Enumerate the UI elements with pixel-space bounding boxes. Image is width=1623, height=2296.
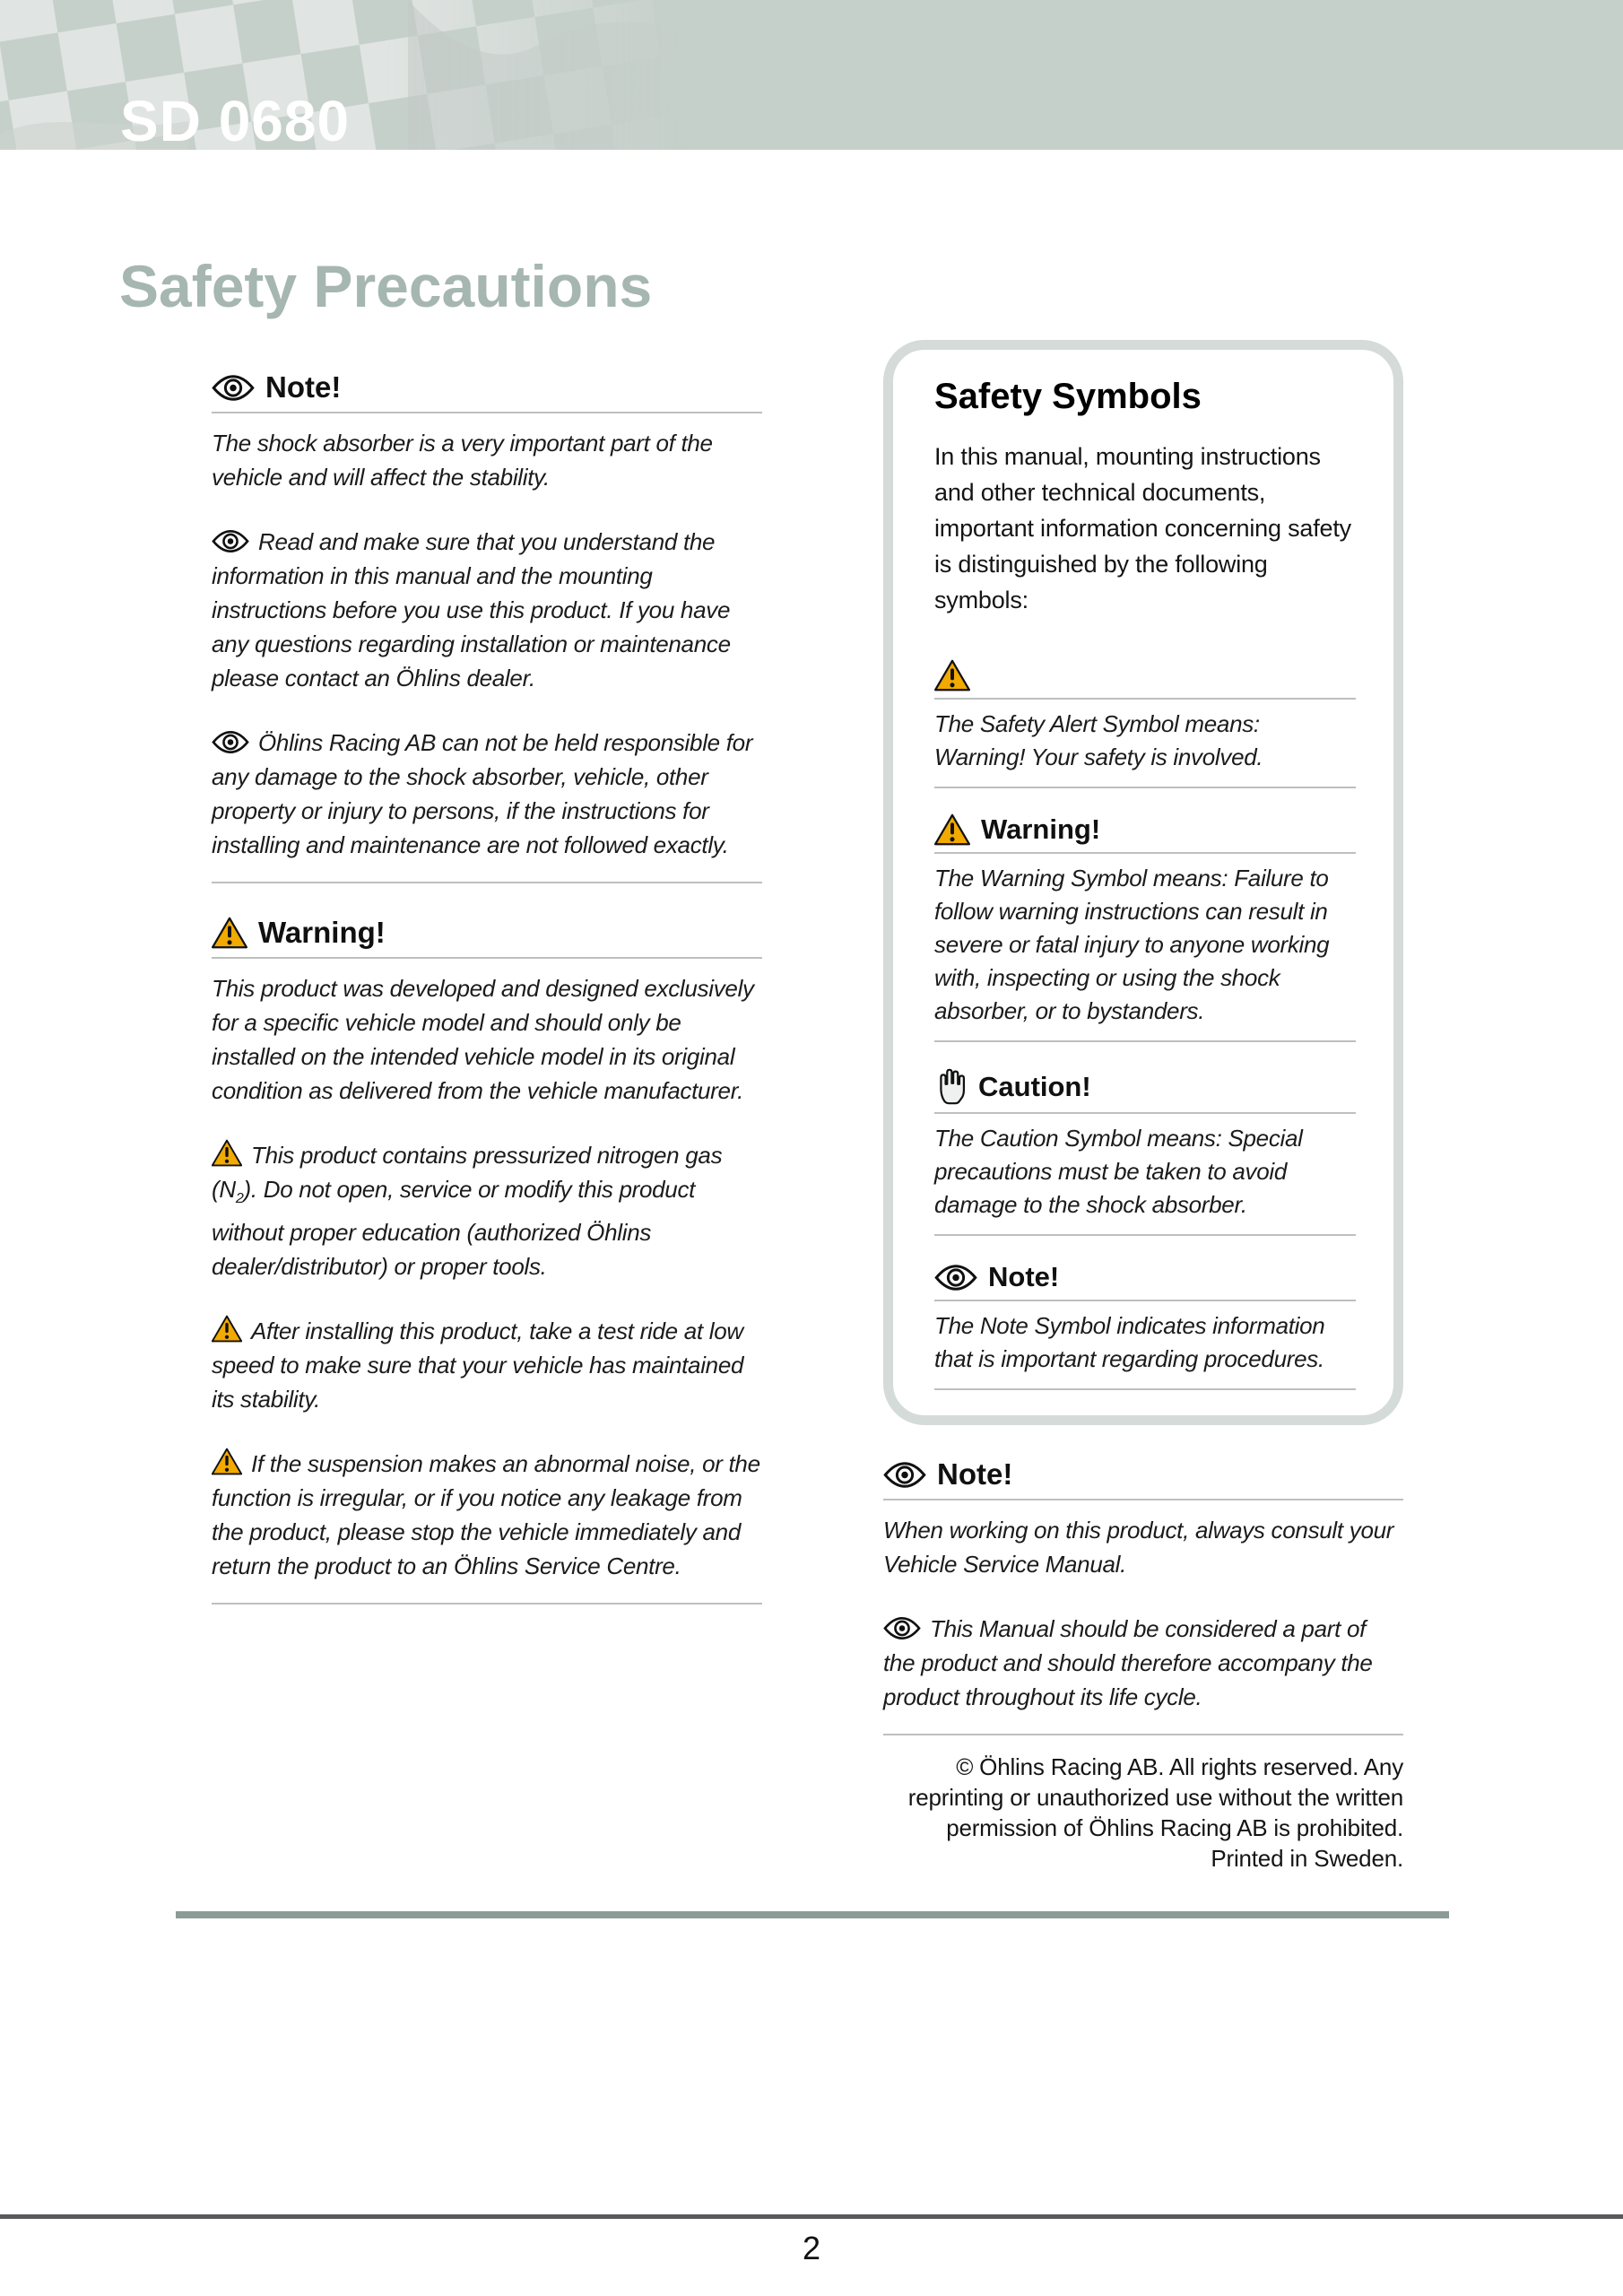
eye-icon: [212, 529, 249, 553]
warning-triangle-icon: [212, 917, 247, 949]
paragraph: [212, 426, 762, 494]
bottom-note-header: [883, 1457, 1403, 1500]
safety-symbols-intro: In this manual, mounting instructions and other technical documents, important information concerning safety is distinguished by the following symbols:: [934, 443, 1351, 613]
paragraph-text: When working on this product, always consult your Vehicle Service Manual.: [883, 1517, 1394, 1578]
warning-symbol-description: The Warning Symbol means: Failure to follow warning instructions can result in severe or fatal injury to anyone working with, inspecting or using the shock absorber, or to bystanders.: [934, 854, 1356, 1042]
note-section: [212, 370, 762, 883]
paragraph-text: This product was developed and designed exclusively for a specific vehicle model and should only be installed on the intended vehicle model in its original condition as delivered from the vehicle manufacturer.: [212, 975, 754, 1104]
paragraph-text: This Manual should be considered a part of the product and should therefore accompany the product throughout its life cycle.: [883, 1615, 1373, 1710]
warning-header-label: Warning!: [258, 916, 386, 949]
paragraph-text: The shock absorber is a very important part of the vehicle and will affect the stability.: [212, 430, 713, 491]
bottom-note-label: Note!: [937, 1457, 1013, 1491]
copyright-line: © Öhlins Racing AB. All rights reserved. Any: [956, 1753, 1403, 1780]
paragraph-text: Öhlins Racing AB can not be held responsible for any damage to the shock absorber, vehicle, other property or injury to persons, if the instructions for installing and maintenance are not followed exactly.: [212, 729, 753, 858]
paragraph: [883, 1513, 1403, 1581]
paragraph: [212, 726, 762, 862]
caution-symbol-description: The Caution Symbol means: Special precautions must be taken to avoid damage to the shock absorber.: [934, 1114, 1356, 1236]
copyright-line: permission of Öhlins Racing AB is prohibited.: [946, 1814, 1403, 1841]
warning-symbol-block: [934, 813, 1356, 1042]
content-columns: [212, 370, 1623, 1874]
safety-symbols-box: [883, 340, 1403, 1425]
bottom-note-section: [883, 1457, 1403, 1735]
hand-icon: [934, 1067, 968, 1106]
safety-symbols-title: Safety Symbols: [934, 377, 1202, 416]
safety-alert-header: [934, 659, 1356, 700]
warning-triangle-icon: [934, 813, 970, 846]
paragraph: [212, 525, 762, 695]
paragraph-text: If the suspension makes an abnormal noise, or the function is irregular, or if you notice any leakage from the product, please stop the vehicle immediately and return the product to an Öhlins Service Centre.: [212, 1450, 760, 1580]
doc-code: SD 0680: [120, 89, 351, 150]
header-banner: [0, 0, 1623, 150]
subscript: 2: [235, 1190, 244, 1207]
eye-icon: [212, 730, 249, 754]
paragraph: [212, 1138, 762, 1283]
warning-triangle-icon: [212, 1448, 242, 1475]
paragraph: [212, 1314, 762, 1416]
section-divider: [176, 1911, 1449, 1918]
note-section-header: [212, 370, 762, 413]
note-symbol-label: Note!: [988, 1261, 1060, 1292]
warning-triangle-icon: [212, 1315, 242, 1343]
caution-symbol-block: [934, 1067, 1356, 1236]
paragraph-text: After installing this product, take a test ride at low speed to make sure that your vehicle has maintained its stability.: [212, 1318, 744, 1413]
safety-alert-block: [934, 659, 1356, 788]
warning-symbol-header: [934, 813, 1356, 854]
caution-symbol-label: Caution!: [978, 1070, 1091, 1102]
page-number: 2: [802, 2230, 821, 2266]
paragraph: [212, 971, 762, 1108]
caution-symbol-header: [934, 1067, 1356, 1114]
eye-icon: [212, 374, 255, 402]
copyright-line: Printed in Sweden.: [1211, 1845, 1403, 1872]
right-column: [883, 340, 1403, 1874]
warning-triangle-icon: [934, 659, 970, 691]
copyright-line: reprinting or unauthorized use without the written: [907, 1784, 1403, 1811]
eye-icon: [934, 1264, 977, 1292]
eye-icon: [883, 1616, 921, 1640]
paragraph: [883, 1612, 1403, 1714]
warning-section-header: [212, 916, 762, 959]
page-title: Safety Precautions: [119, 253, 653, 319]
safety-alert-description: The Safety Alert Symbol means: Warning! Your safety is involved.: [934, 700, 1356, 788]
eye-icon: [883, 1461, 926, 1489]
copyright-notice: [883, 1752, 1403, 1874]
left-column: [212, 370, 762, 1605]
paragraph-text: This product contains pressurized nitrogen gas (N: [212, 1142, 723, 1203]
note-header-label: Note!: [265, 370, 342, 404]
warning-section: [212, 916, 762, 1605]
paragraph-text: Read and make sure that you understand the information in this manual and the mounting instructions before you use this product. If you have any questions regarding installation or maintenance please contact an Öhlins dealer.: [212, 528, 731, 691]
warning-symbol-label: Warning!: [981, 813, 1101, 845]
page-footer: [0, 2214, 1623, 2267]
note-symbol-header: [934, 1261, 1356, 1301]
paragraph-text: ). Do not open, service or modify this product without proper education (authorized Öhlins dealer/distributor) or proper tools.: [212, 1176, 696, 1281]
paragraph: [212, 1447, 762, 1583]
note-symbol-description: The Note Symbol indicates information that is important regarding procedures.: [934, 1301, 1356, 1390]
warning-triangle-icon: [212, 1139, 242, 1167]
note-symbol-block: [934, 1261, 1356, 1390]
